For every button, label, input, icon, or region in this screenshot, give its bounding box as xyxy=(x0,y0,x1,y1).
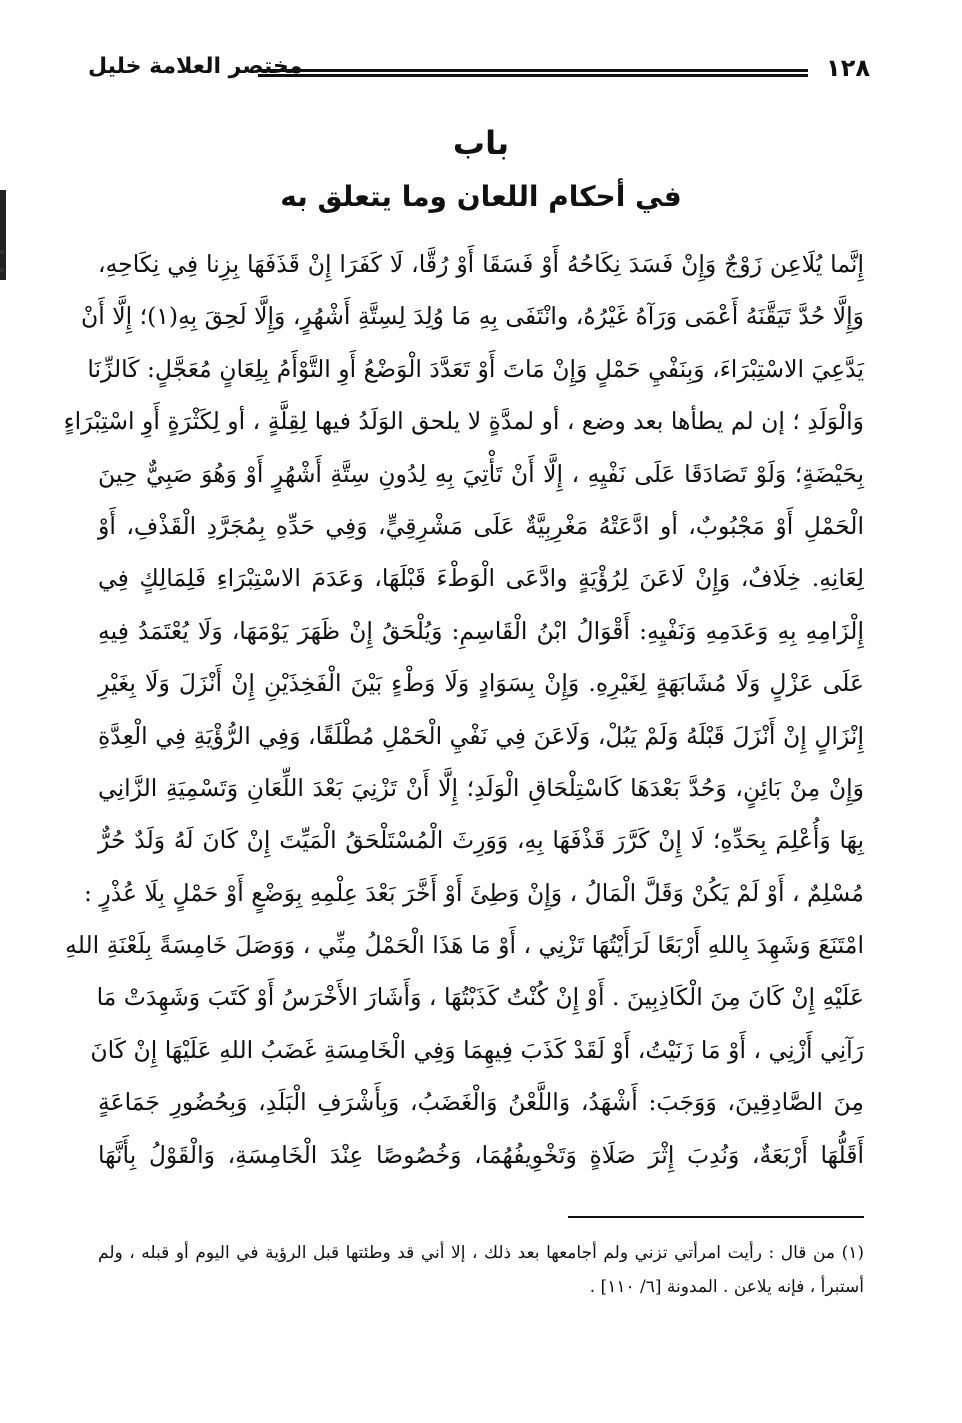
text-line: إِلْزَامِهِ بِهِ وَعَدَمِهِ وَنَفْيِهِ: أَقْوَالُ ابْنُ الْقَاسِمِ: وَيُلْحَقُ إِنْ ظَهَرَ يَوْمَهَا، وَلَا يُعْتَمَدُ فِيهِ xyxy=(98,616,864,645)
text-line: الْحَمْلِ أَوْ مَجْبُوبٌ، أو ادَّعَتْهُ مَغْرِبِيَّةٌ عَلَى مَشْرِقِيٍّ، وَفِي حَدِّهِ بِمُجَرَّدِ الْقَذْفِ، أَوْ xyxy=(98,511,864,540)
text-line: إِنْزَالٍ إِنْ أَنْزَلَ قَبْلَهُ وَلَمْ يَبُلْ، وَلَاعَنَ فِي نَفْيِ الْحَمْلِ مُطْلَقًا، وَفِي الرُّؤْيَةِ فِي الْعِدَّةِ xyxy=(98,721,864,750)
text-line: امْتَنَعَ وَشَهِدَ بِاللهِ أَرْبَعًا لَرَأَيْتُهَا تَزْنِي ، أَوْ مَا هَذَا الْحَمْلُ مِنِّي ، وَوَصَلَ خَامِسَةً بِلَعْنَةِ اللهِ xyxy=(65,931,864,960)
text-line: رَآنِي أَزْنِي ، أَوْ مَا زَنَيْتُ، أَوْ لَقَدْ كَذَبَ فِيهِمَا وَفِي الْخَامِسَةِ غَضَبُ اللهِ عَلَيْهَا إِنْ كَانَ xyxy=(90,1035,864,1064)
chapter-subtitle: في أحكام اللعان وما يتعلق به xyxy=(280,180,682,213)
text-line: وَإِنْ مِنْ بَائِنٍ، وَحُدَّ بَعْدَهَا كَاسْتِلْحَاقِ الْوَلَدِ؛ إِلَّا أَنْ تَزْنِيَ بَعْدَ اللِّعَانِ وَتَسْمِيَةِ الزَّانِي xyxy=(98,773,864,802)
binding-dot xyxy=(0,268,4,272)
text-line: عَلَيْهِ إِنْ كَانَ مِنَ الْكَاذِبِينَ . أَوْ إِنْ كُنْتُ كَذَبْتُهَا ، وَأَشَارَ الأَخْرَسُ أَوْ كَتَبَ وَشَهِدَتْ مَا xyxy=(96,983,864,1012)
page-header xyxy=(88,52,870,92)
text-line: بِهَا وَأُعْلِمَ بِحَدِّهِ؛ لَا إِنْ كَرَّرَ قَذْفَهَا بِهِ، وَوَرِثَ الْمُسْتَلْحَقُ الْمَيِّتَ إِنْ كَانَ لَهُ وَلَدٌ حُرٌّ xyxy=(98,826,864,855)
text-line: وَإِلَّا حُدَّ تَيَقَّنَهُ أَعْمَى وَرَآهُ غَيْرُهُ، وانْتَفَى بِهِ مَا وُلِدَ لِسِتَّةِ أَشْهُرٍ، وَإِلَّا لَحِقَ بِهِ(١)؛ إِلَّا أَنْ xyxy=(80,302,864,331)
text-line: عَلَى عَزْلٍ وَلَا مُشَابَهَةٍ لِغَيْرِهِ. وَإِنْ بِسَوَادٍ وَلَا وَطْءٍ بَيْنَ الْفَخِذَيْنِ إِنْ أَنْزَلَ وَلَا بِغَيْرِ xyxy=(98,669,864,698)
footnote-line: أستبرأ ، فإنه يلاعن . المدونة [٦/ ١١٠] . xyxy=(589,1277,864,1297)
text-line: مِنَ الصَّادِقِينَ، وَوَجَبَ: أَشْهَدُ، وَاللَّعْنُ وَالْغَضَبُ، وَبِأَشْرَفِ الْبَلَدِ، وَبِحُضُورِ جَمَاعَةٍ xyxy=(98,1088,864,1117)
page-number: ١٢٨ xyxy=(826,54,870,82)
footnote-rule xyxy=(568,1216,864,1218)
text-line: مُسْلِمٌ ، أَوْ لَمْ يَكُنْ وَقَلَّ الْمَالُ ، وَإِنْ وَطِئَ أَوْ أَخَّرَ بَعْدَ عِلْمِهِ بِوَضْعٍ أَوْ حَمْلٍ بِلَا عُذْرٍ : xyxy=(83,878,864,907)
text-line: بِحَيْضَةٍ؛ وَلَوْ تَصَادَقَا عَلَى نَفْيِهِ ، إِلَّا أَنْ تَأْتِيَ بِهِ لِدُونِ سِتَّةِ أَشْهُرٍ أَوْ وَهُوَ صَبِيٌّ حِينَ xyxy=(98,459,864,488)
body-text xyxy=(63,238,864,1181)
text-line: يَدَّعِيَ الاسْتِبْرَاءَ، وَبِنَفْيِ حَمْلٍ وَإِنْ مَاتَ أَوْ تَعَدَّدَ الْوَضْعُ أَوِ التَّوْأَمُ بِلِعَانٍ مُعَجَّلٍ: كَالزِّنَا xyxy=(87,354,864,383)
footnote xyxy=(98,1236,864,1304)
chapter-heading: باب xyxy=(452,124,510,162)
running-title: مختصر العلامة خليل xyxy=(88,54,303,79)
text-line: أَقَلُّهَا أَرْبَعَةٌ، وَنُدِبَ إِثْرَ صَلَاةٍ وَتَخْوِيفُهُمَا، وَخُصُوصًا عِنْدَ الْخَامِسَةِ، وَالْقَوْلُ بِأَنَّهَا xyxy=(98,1140,864,1169)
text-line: وَالْوَلَدِ ؛ إن لم يطأها بعد وضع ، أو لمدَّةٍ لا يلحق الوَلَدُ فيها لِقِلَّةٍ ، أو لِكَثْرَةٍ أَوِ اسْتِبْرَاءٍ xyxy=(63,407,864,436)
footnote-line: (١) من قال : رأيت امرأتي تزني ولم أجامعها بعد ذلك ، إلا أني قد وطئتها قبل الرؤية في اليوم أو قبله ، ولم xyxy=(98,1243,864,1263)
text-line: لِعَانِهِ. خِلَافٌ، وَإِنْ لَاعَنَ لِرُؤْيَةٍ وادَّعَى الْوَطْءَ قَبْلَهَا، وَعَدَمَ الاسْتِبْرَاءِ فَلِمَالِكٍ فِي xyxy=(98,564,864,593)
text-line: إِنَّما يُلَاعِن زَوْجٌ وَإِنْ فَسَدَ نِكَاحُهُ أَوْ فَسَقَا أَوْ رُقَّا، لَا كَفَرَا إِنْ قَذَفَهَا بِزِنا فِي نِكَاحِهِ، xyxy=(98,250,864,278)
binding-dot xyxy=(0,250,4,254)
header-rule xyxy=(258,69,808,72)
